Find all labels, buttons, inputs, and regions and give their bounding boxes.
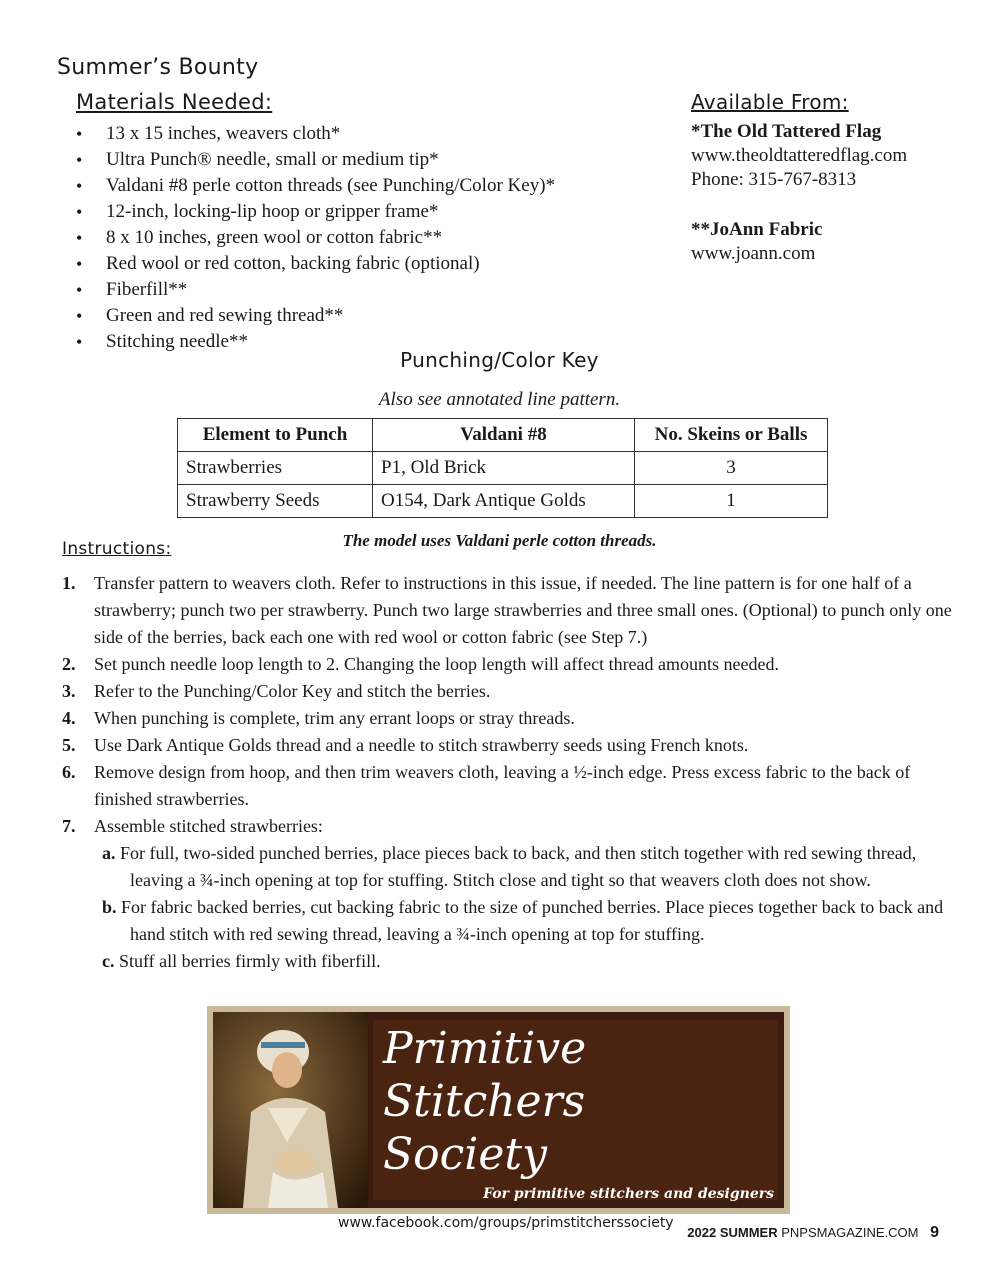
banner-title: Primitive Stitchers Society [383, 1023, 587, 1180]
table-cell: 3 [635, 452, 828, 485]
supplier-url[interactable]: www.joann.com [691, 243, 816, 264]
supplier-name: **JoAnn Fabric [691, 219, 823, 240]
banner-tagline: For primitive stitchers and designers [483, 1186, 774, 1202]
material-item: • Green and red sewing thread** [58, 303, 658, 329]
available-from-box [691, 90, 981, 266]
page-footer [687, 1224, 939, 1242]
column-header: Element to Punch [178, 419, 373, 452]
color-key-note: Also see annotated line pattern. [378, 389, 621, 410]
table-row [178, 485, 828, 518]
material-item: • Fiberfill** [58, 277, 658, 303]
instruction-step: 2. Set punch needle loop length to 2. Changing the loop length will affect thread amounts needed. [62, 654, 780, 674]
material-item: • 8 x 10 inches, green wool or cotton fabric** [58, 225, 658, 251]
table-row [178, 452, 828, 485]
instructions-list [62, 570, 962, 975]
model-note: The model uses Valdani perle cotton threads. [342, 531, 657, 550]
color-key-heading: Punching/Color Key [400, 348, 599, 372]
instruction-step: 5. Use Dark Antique Golds thread and a needle to stitch strawberry seeds using French knots. [62, 735, 749, 755]
instruction-substep: c. Stuff all berries firmly with fiberfill. [102, 951, 381, 971]
supplier-phone: Phone: 315-767-8313 [691, 169, 857, 190]
instruction-step: 6. Remove design from hoop, and then trim weavers cloth, leaving a ½-inch edge. Press excess fabric to the back of finished strawberries. [62, 762, 911, 809]
stitching-woman-painting [213, 1012, 368, 1208]
instruction-step: 4. When punching is complete, trim any errant loops or stray threads. [62, 708, 575, 728]
material-item: • Ultra Punch® needle, small or medium tip* [58, 147, 658, 173]
instruction-step: 3. Refer to the Punching/Color Key and stitch the berries. [62, 681, 491, 701]
magazine-site: PNPSMAGAZINE.COM [781, 1225, 919, 1240]
table-header-row [178, 419, 828, 452]
materials-list [58, 121, 658, 355]
materials-heading: Materials Needed: [76, 90, 273, 114]
facebook-group-link[interactable]: www.facebook.com/groups/primstitcherssociety [338, 1215, 674, 1231]
supplier-name: *The Old Tattered Flag [691, 121, 882, 142]
material-item: • Valdani #8 perle cotton threads (see Punching/Color Key)* [58, 173, 658, 199]
column-header: Valdani #8 [373, 419, 635, 452]
page-title: Summer’s Bounty [57, 55, 259, 80]
material-item: • Red wool or red cotton, backing fabric (optional) [58, 251, 658, 277]
material-item: • 12-inch, locking-lip hoop or gripper frame* [58, 199, 658, 225]
color-key-table [177, 418, 828, 518]
instruction-step: 1. Transfer pattern to weavers cloth. Refer to instructions in this issue, if needed. The line pattern is for one half of a strawberry; punch two per strawberry. Punch two large strawberries and three small ones. (Optional) to punch only one side of the berries, back each one with red wool or cotton fabric (see Step 7.) [62, 573, 952, 647]
society-banner[interactable] [207, 1006, 790, 1214]
table-cell: Strawberries [178, 452, 373, 485]
table-cell: O154, Dark Antique Golds [373, 485, 635, 518]
column-header: No. Skeins or Balls [635, 419, 828, 452]
available-from-heading: Available From: [691, 90, 849, 114]
page-number: 9 [930, 1224, 939, 1241]
issue-season: 2022 SUMMER [687, 1225, 778, 1240]
material-item: • 13 x 15 inches, weavers cloth* [58, 121, 658, 147]
supplier-url[interactable]: www.theoldtatteredflag.com [691, 145, 908, 166]
table-cell: 1 [635, 485, 828, 518]
instruction-step: 7. Assemble stitched strawberries: [62, 816, 323, 836]
material-item: • Stitching needle** [58, 329, 658, 355]
instruction-substep: b. For fabric backed berries, cut backing fabric to the size of punched berries. Place pieces together back to back and hand stitch with red sewing thread, leaving a ¾-inch opening at top for stuffing. [102, 897, 944, 944]
instructions-heading: Instructions: [62, 539, 172, 559]
instruction-substep: a. For full, two-sided punched berries, place pieces back to back, and then stitch together with red sewing thread, leaving a ¾-inch opening at top for stuffing. Stitch close and tight so that weavers cloth does not show. [102, 843, 917, 890]
table-cell: P1, Old Brick [373, 452, 635, 485]
table-cell: Strawberry Seeds [178, 485, 373, 518]
